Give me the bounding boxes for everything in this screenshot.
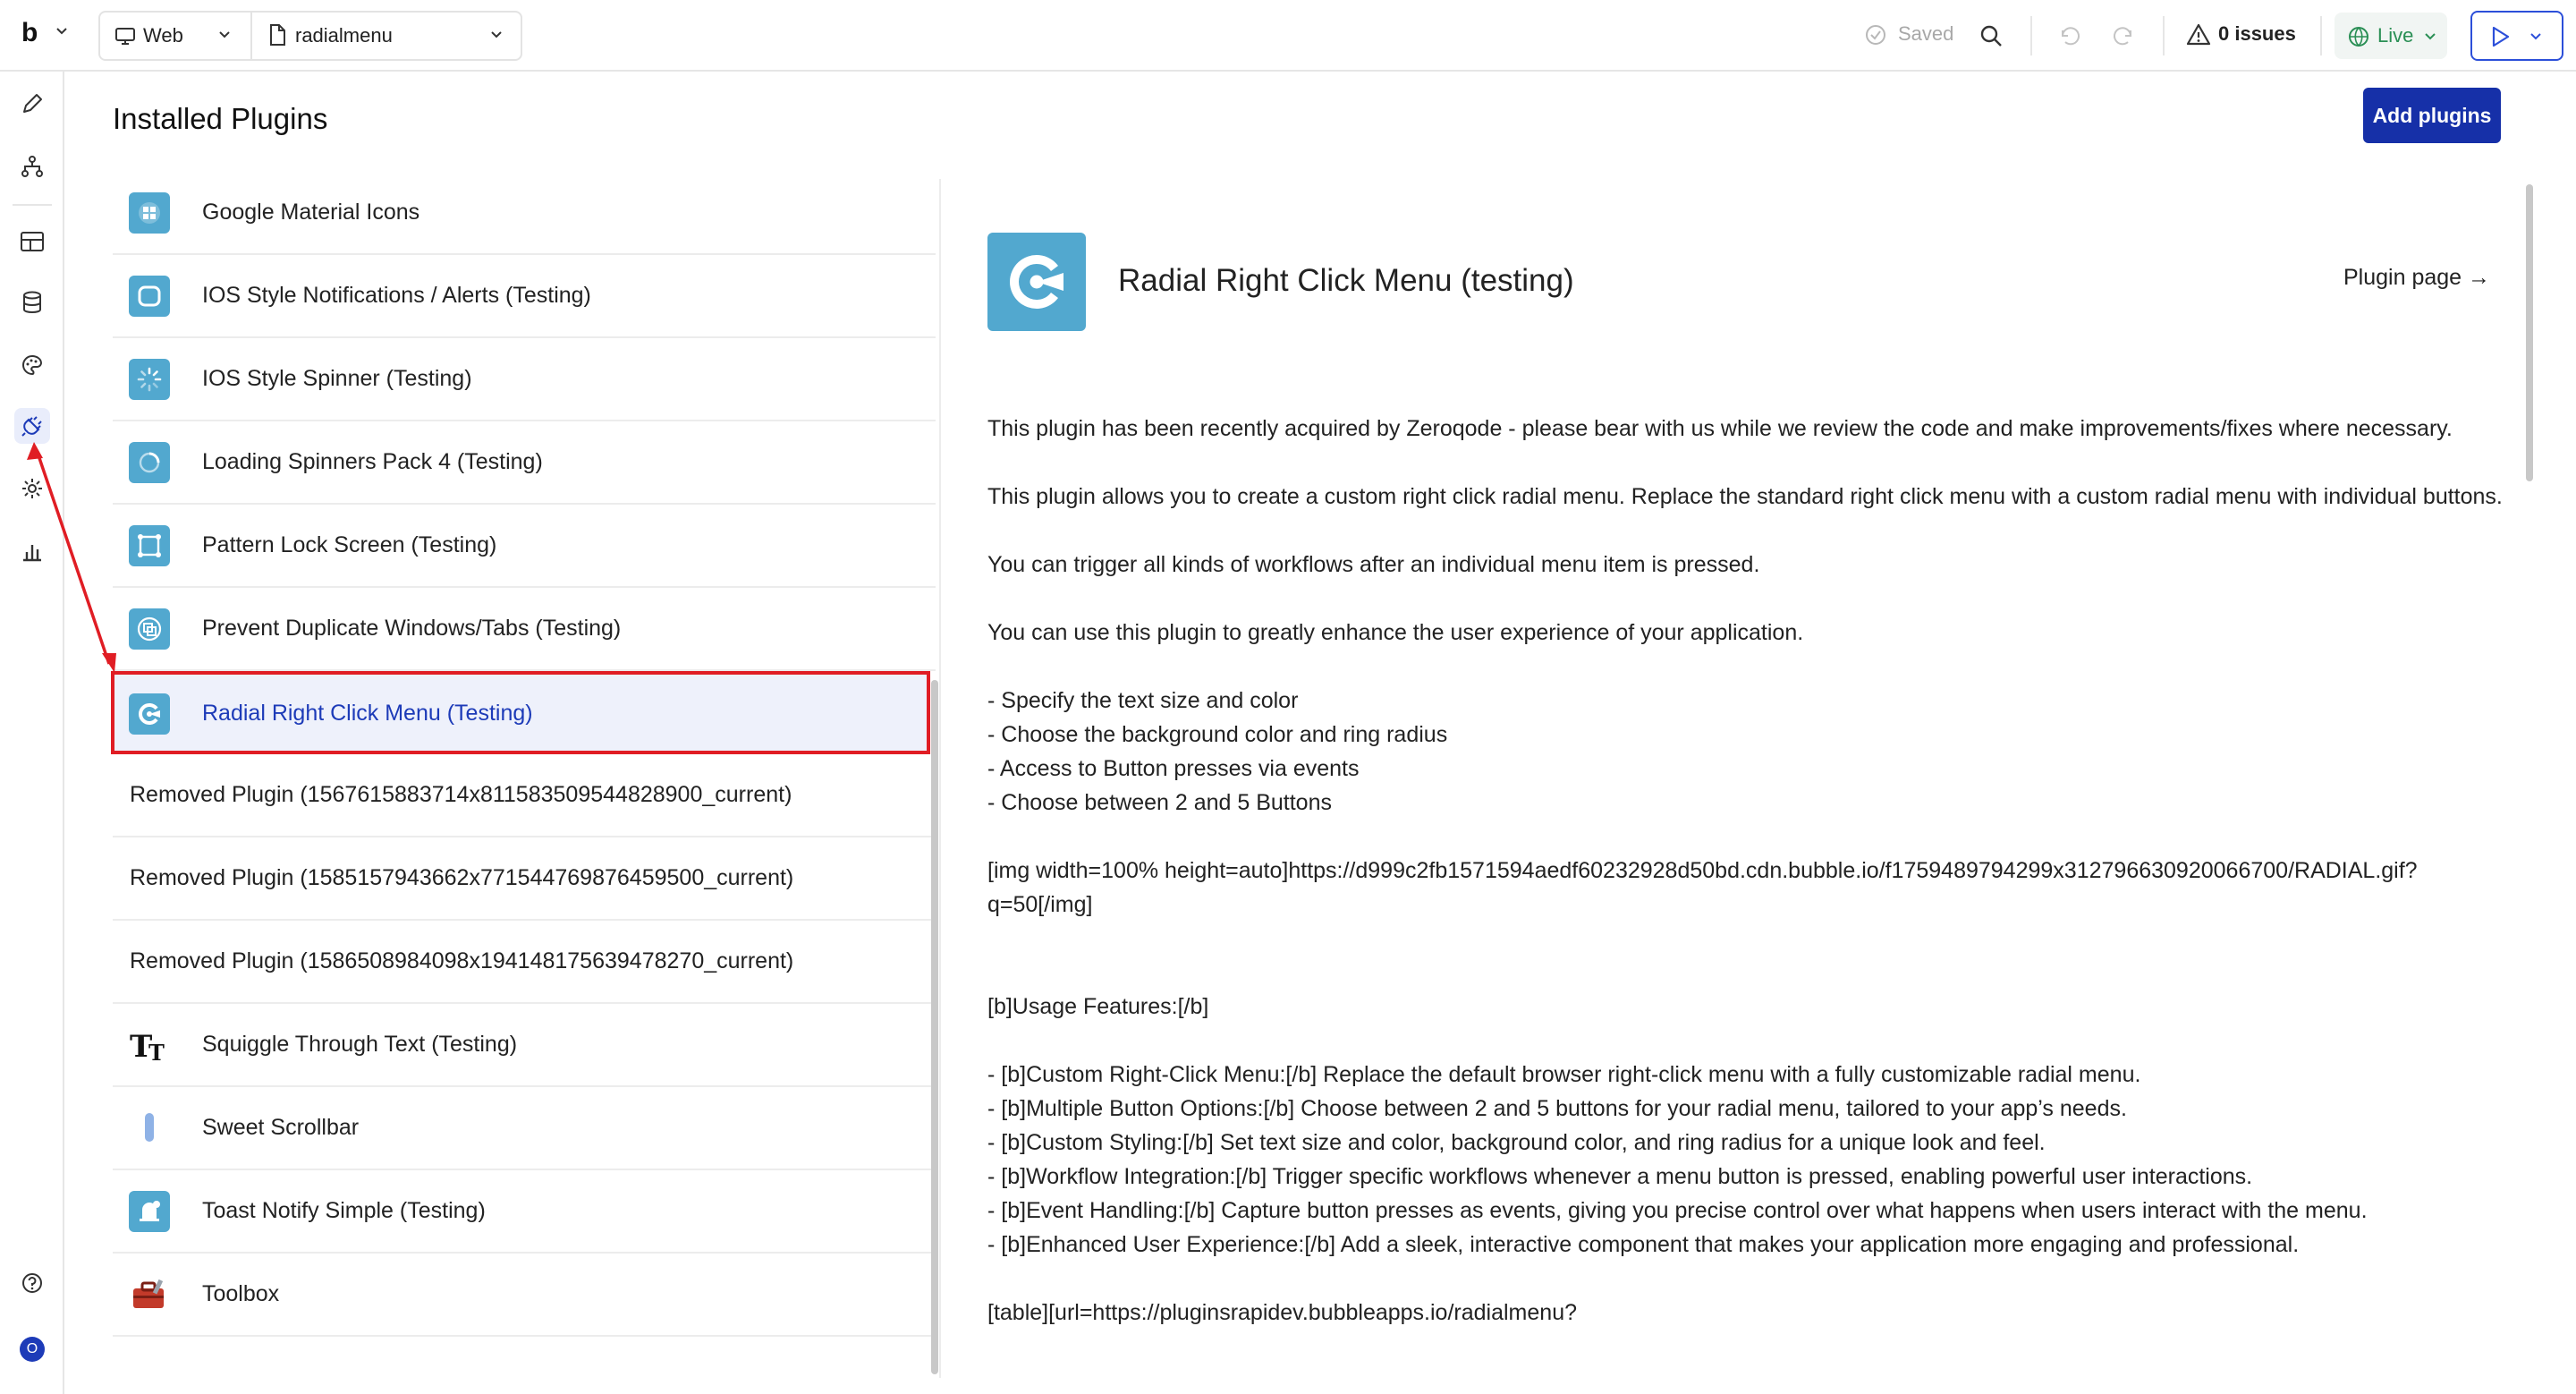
plugin-name: Removed Plugin (1567615883714x811583509544828900_current) <box>130 782 792 807</box>
plug-icon <box>21 414 44 438</box>
add-plugins-button[interactable]: Add plugins <box>2363 88 2501 143</box>
list-item[interactable] <box>113 588 936 671</box>
description-line: - [b]Workflow Integration:[/b] Trigger specific workflows whenever a menu button is pressed, enabling powerful user interactions. <box>987 1164 2253 1189</box>
toolbar-separator <box>2030 16 2032 55</box>
avatar[interactable]: O <box>20 1337 45 1362</box>
spinner-icon <box>129 359 170 400</box>
toast-icon <box>129 1191 170 1232</box>
search-icon[interactable] <box>1979 23 2004 48</box>
description-line: This plugin has been recently acquired by Zeroqode - please bear with us while we review the code and make improvements/fixes where necessary. <box>987 416 2453 441</box>
globe-icon <box>2347 25 2370 48</box>
plugin-name: Radial Right Click Menu (Testing) <box>202 701 533 726</box>
description-line: - [b]Enhanced User Experience:[/b] Add a sleek, interactive component that makes your application more engaging and professional. <box>987 1232 2300 1257</box>
description-line: [table][url=https://pluginsrapidev.bubbleapps.io/radialmenu? <box>987 1300 1577 1325</box>
toolbox-icon <box>129 1274 170 1315</box>
workflow-icon <box>21 155 44 178</box>
page-label: radialmenu <box>295 24 393 47</box>
description-line: This plugin allows you to create a custom right click radial menu. Replace the standard right click menu with a custom radial menu with individual buttons. <box>987 484 2503 509</box>
plugin-name: IOS Style Spinner (Testing) <box>202 366 472 391</box>
list-item[interactable] <box>113 1004 936 1087</box>
list-item[interactable] <box>113 1254 936 1337</box>
svg-text:T: T <box>130 1029 153 1065</box>
list-scrollbar[interactable] <box>931 680 938 1374</box>
warning-icon <box>2186 22 2211 47</box>
sidebar-item-palette[interactable] <box>14 347 50 383</box>
description-line: You can use this plugin to greatly enhance the user experience of your application. <box>987 620 1804 645</box>
live-dropdown[interactable] <box>2334 13 2447 59</box>
sidebar-item-design[interactable] <box>14 86 50 122</box>
plugin-page-link[interactable]: Plugin page → <box>2343 265 2491 290</box>
toolbar-separator <box>2320 16 2322 55</box>
saved-status: Saved <box>1898 22 1954 45</box>
panel-divider <box>939 179 941 1378</box>
text-icon <box>129 1024 170 1066</box>
plugin-name: Squiggle Through Text (Testing) <box>202 1032 518 1057</box>
plugin-name: Google Material Icons <box>202 200 420 225</box>
sidebar-item-logs[interactable] <box>14 533 50 569</box>
list-item[interactable] <box>113 837 936 921</box>
layout-icon <box>20 230 45 253</box>
plugin-description <box>987 412 2517 1378</box>
list-item[interactable] <box>113 172 936 255</box>
list-item-selected[interactable] <box>111 671 930 754</box>
list-item[interactable] <box>113 255 936 338</box>
undo-icon[interactable] <box>2057 23 2082 48</box>
description-line <box>987 956 2517 990</box>
list-item[interactable] <box>113 754 936 837</box>
environment-selector <box>98 11 522 61</box>
platform-label: Web <box>143 24 183 47</box>
description-line <box>987 514 2517 548</box>
description-line: - Access to Button presses via events <box>987 756 1360 781</box>
notification-icon <box>129 276 170 317</box>
plugin-name: IOS Style Notifications / Alerts (Testing) <box>202 283 591 308</box>
list-item[interactable] <box>113 505 936 588</box>
monitor-icon <box>114 25 136 47</box>
description-line: - [b]Custom Styling:[/b] Set text size and color, background color, and ring radius for a unique look and feel. <box>987 1130 2046 1155</box>
description-line <box>987 446 2517 480</box>
list-item[interactable] <box>113 1170 936 1254</box>
description-line: [img width=100% height=auto]https://d999c2fb1571594aedf60232928d50bd.cdn.bubble.io/f1759489794299x312796630920066700/RADIAL.gif?q=50[/img] <box>987 858 2418 917</box>
description-line: - [b]Multiple Button Options:[/b] Choose between 2 and 5 buttons for your radial menu, tailored to your app’s needs. <box>987 1096 2127 1121</box>
list-item[interactable] <box>113 1087 936 1170</box>
play-icon <box>2488 25 2512 48</box>
file-icon <box>267 23 288 47</box>
duplicate-icon <box>129 608 170 650</box>
gear-icon <box>21 477 44 500</box>
loading-icon <box>129 442 170 483</box>
detail-scrollbar[interactable] <box>2526 184 2533 481</box>
preview-button[interactable] <box>2470 11 2563 61</box>
description-line <box>987 922 2517 956</box>
plugin-name: Removed Plugin (1585157943662x771544769876459500_current) <box>130 865 794 890</box>
chevron-down-icon <box>218 29 231 41</box>
radial-menu-icon <box>129 693 170 735</box>
plugin-name: Pattern Lock Screen (Testing) <box>202 532 497 557</box>
live-label: Live <box>2377 24 2414 47</box>
sidebar-item-data[interactable] <box>14 285 50 320</box>
plugin-name: Sweet Scrollbar <box>202 1115 360 1140</box>
description-line: You can trigger all kinds of workflows after an individual menu item is pressed. <box>987 552 1760 577</box>
description-line <box>987 1024 2517 1058</box>
issues-button[interactable]: 0 issues <box>2218 22 2296 45</box>
list-item[interactable] <box>113 338 936 421</box>
page-title: Installed Plugins <box>113 102 328 135</box>
grid-icon <box>129 192 170 234</box>
list-item[interactable] <box>113 421 936 505</box>
platform-dropdown[interactable] <box>100 13 252 59</box>
description-line: [b]Usage Features:[/b] <box>987 994 1209 1019</box>
scrollbar-icon <box>129 1108 170 1149</box>
description-line: - [b]Event Handling:[/b] Capture button presses as events, giving you precise control over what happens when users interact with the menu. <box>987 1198 2368 1223</box>
chevron-down-icon <box>2424 30 2436 43</box>
chevron-down-icon <box>490 29 503 41</box>
description-line: - Specify the text size and color <box>987 688 1299 713</box>
sidebar-item-styles[interactable] <box>14 224 50 259</box>
description-line <box>987 820 2517 854</box>
description-line: - [b]Custom Right-Click Menu:[/b] Replace the default browser right-click menu with a fully customizable radial menu. <box>987 1062 2141 1087</box>
description-line: - Choose between 2 and 5 Buttons <box>987 790 1332 815</box>
plugin-detail-title: Radial Right Click Menu (testing) <box>1118 263 1574 298</box>
sidebar-separator <box>13 204 52 206</box>
description-line <box>987 650 2517 684</box>
bubble-logo[interactable]: b <box>21 18 38 47</box>
pencil-icon <box>21 92 44 115</box>
redo-icon[interactable] <box>2111 23 2136 48</box>
description-line: - Choose the background color and ring radius <box>987 722 1448 747</box>
database-icon <box>21 290 44 315</box>
top-bar <box>0 0 2576 72</box>
bar-chart-icon <box>21 540 44 563</box>
toolbar-separator <box>2163 16 2165 55</box>
plugin-name: Prevent Duplicate Windows/Tabs (Testing) <box>202 616 622 641</box>
sidebar-item-workflow[interactable] <box>14 149 50 184</box>
list-item[interactable] <box>113 921 936 1004</box>
description-line <box>987 582 2517 616</box>
svg-text:T: T <box>148 1040 165 1066</box>
chevron-down-icon[interactable] <box>55 25 68 38</box>
sidebar-item-plugins[interactable] <box>14 408 50 444</box>
plugin-name: Removed Plugin (1586508984098x194148175639478270_current) <box>130 948 794 973</box>
description-line <box>987 1262 2517 1296</box>
sidebar-item-settings[interactable] <box>14 471 50 506</box>
pattern-lock-icon <box>129 525 170 566</box>
left-sidebar <box>0 72 64 1394</box>
radial-menu-icon <box>987 233 1086 331</box>
help-icon <box>21 1271 44 1295</box>
chevron-down-icon <box>2529 30 2542 43</box>
sidebar-item-help[interactable] <box>14 1265 50 1301</box>
palette-icon <box>21 353 44 377</box>
plugin-name: Toast Notify Simple (Testing) <box>202 1198 486 1223</box>
plugin-name: Loading Spinners Pack 4 (Testing) <box>202 449 543 474</box>
check-circle-icon <box>1864 23 1887 47</box>
plugin-name: Toolbox <box>202 1281 280 1306</box>
plugin-list <box>113 172 939 1380</box>
